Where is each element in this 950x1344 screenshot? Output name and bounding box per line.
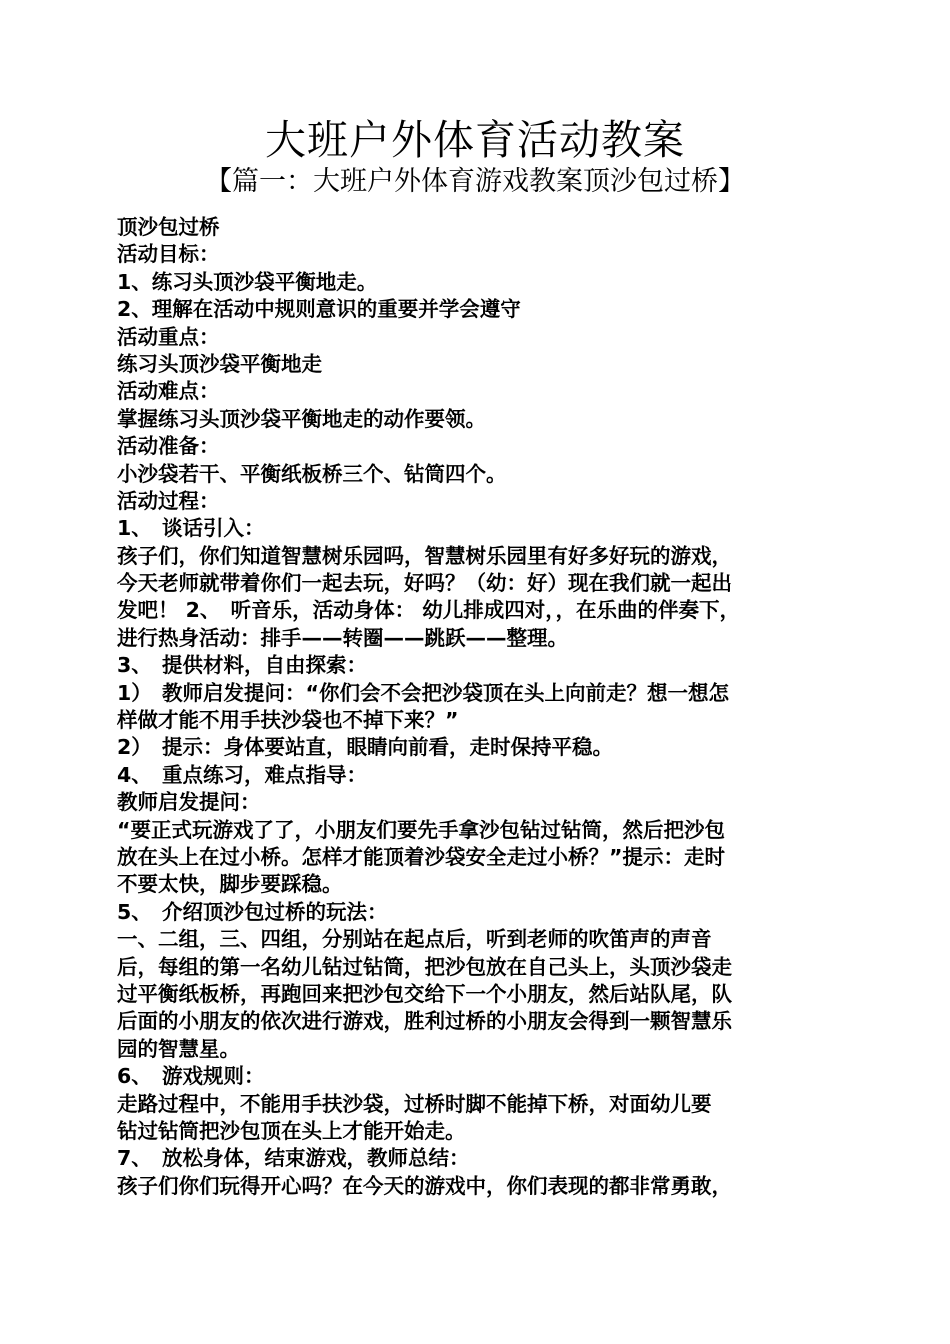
text-line: 孩子们，你们知道智慧树乐园吗，智慧树乐园里有好多好玩的游戏，: [117, 543, 732, 568]
text-line: 活动过程：: [117, 488, 220, 513]
text-line: 1、 谈话引入：: [117, 516, 265, 541]
text-line: 后面的小朋友的依次进行游戏，胜利过桥的小朋友会得到一颗智慧乐: [117, 1009, 732, 1034]
text-line: 园的智慧星。: [117, 1036, 240, 1061]
text-line: 4、 重点练习，难点指导：: [117, 762, 368, 787]
text-line: 一、二组，三、四组，分别站在起点后，听到老师的吹笛声的声音: [117, 927, 712, 952]
text-line: 钻过钻筒把沙包顶在头上才能开始走。: [117, 1118, 466, 1143]
text-line: 小沙袋若干、平衡纸板桥三个、钻筒四个。: [117, 461, 507, 486]
text-line: 7、 放松身体，结束游戏，教师总结：: [117, 1146, 470, 1171]
text-line: 5、 介绍顶沙包过桥的玩法：: [117, 899, 388, 924]
text-line: 孩子们你们玩得开心吗？在今天的游戏中，你们表现的都非常勇敢，: [117, 1173, 732, 1198]
document-body: [117, 214, 837, 1200]
text-line: 活动目标：: [117, 242, 220, 267]
text-line: 顶沙包过桥: [117, 215, 220, 239]
text-line: 样做才能不用手扶沙袋也不掉下来？”: [117, 708, 459, 733]
text-line: 进行热身活动：排手——转圈——跳跃——整理。: [117, 625, 568, 650]
text-line: 教师启发提问：: [117, 790, 261, 815]
text-line: 2） 提示：身体要站直，眼睛向前看，走时保持平稳。: [117, 735, 614, 760]
text-line: 掌握练习头顶沙袋平衡地走的动作要领。: [117, 406, 486, 431]
text-line: 3、 提供材料，自由探索：: [117, 653, 368, 678]
text-line: 后，每组的第一名幼儿钻过钻筒，把沙包放在自己头上，头顶沙袋走: [117, 954, 732, 979]
text-line: 不要太快，脚步要踩稳。: [117, 872, 343, 897]
text-line: 放在头上在过小桥。怎样才能顶着沙袋安全走过小桥？”提示：走时: [117, 844, 725, 869]
text-line: 过平衡纸板桥，再跑回来把沙包交给下一个小朋友，然后站队尾，队: [117, 981, 732, 1006]
text-line: 活动准备：: [117, 434, 220, 459]
text-line: 6、 游戏规则：: [117, 1064, 265, 1089]
text-line: 活动重点：: [117, 324, 220, 349]
text-line: 活动难点：: [117, 379, 220, 404]
document-subtitle: 【篇一：大班户外体育游戏教案顶沙包过桥】: [205, 166, 745, 197]
text-line: 今天老师就带着你们一起去玩，好吗？（幼：好）现在我们就一起出: [117, 571, 732, 596]
text-line: 1、练习头顶沙袋平衡地走。: [117, 269, 378, 294]
text-line: 走路过程中，不能用手扶沙袋，过桥时脚不能掉下桥，对面幼儿要: [117, 1091, 712, 1116]
text-line: 发吧！ 2、 听音乐，活动身体： 幼儿排成四对，，在乐曲的伴奏下，: [117, 598, 741, 623]
text-line: “要正式玩游戏了了，小朋友们要先手拿沙包钻过钻筒，然后把沙包: [117, 817, 725, 842]
text-line: 2、理解在活动中规则意识的重要并学会遵守: [117, 297, 521, 322]
text-line: 1） 教师启发提问：“你们会不会把沙袋顶在头上向前走？想一想怎: [117, 680, 729, 705]
document-title: 大班户外体育活动教案: [265, 116, 685, 164]
text-line: 练习头顶沙袋平衡地走: [117, 351, 322, 376]
